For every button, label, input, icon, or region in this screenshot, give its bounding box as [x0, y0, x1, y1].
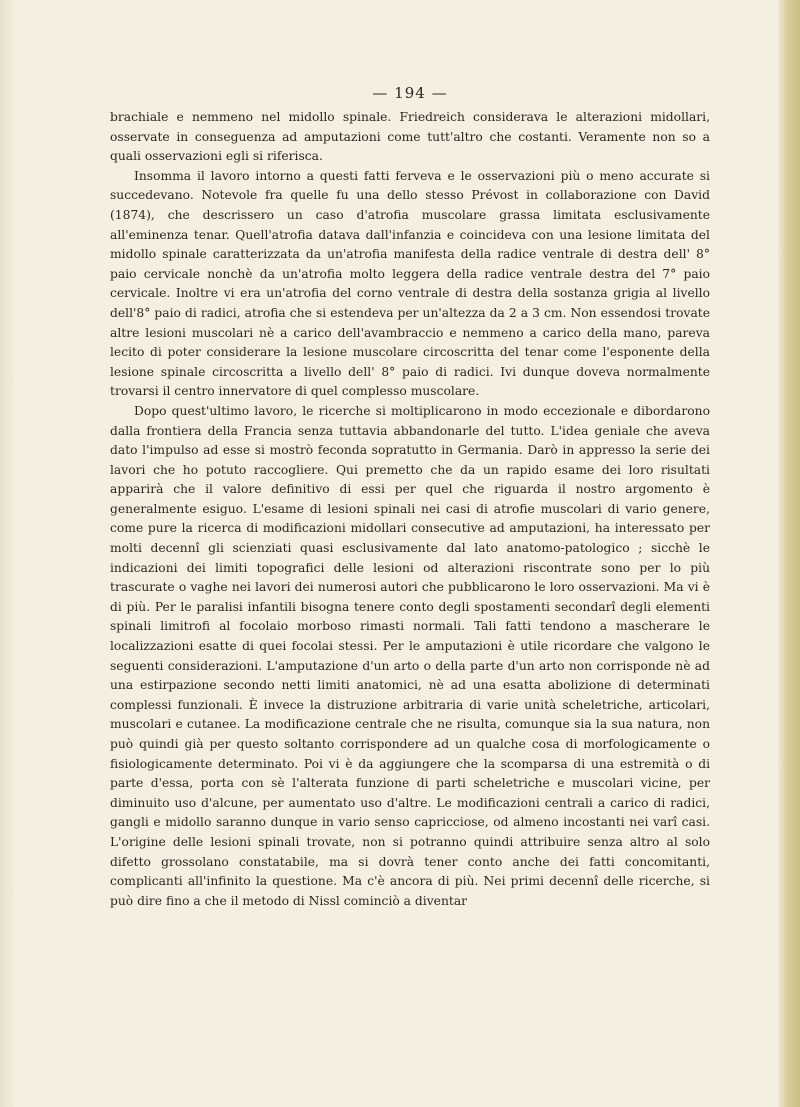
paragraph-continued: brachiale e nemmeno nel midollo spinale. Friedreich considerava le alterazioni midollari, osservate in conseguenza ad amputazioni come tutt'altro che costanti. Veramente non so a quali osservazioni egli si riferisca. — [110, 110, 710, 164]
page-edge-left — [0, 0, 14, 1107]
paragraph: Dopo quest'ultimo lavoro, le ricerche si moltiplicarono in modo eccezionale e dibordarono dalla frontiera della Francia senza tuttavia abbandonarle del tutto. L'idea geniale che aveva dato l'impulso ad esse si mostrò feconda sopratutto in Germania. Darò in appresso la serie dei lavori che ho potuto raccogliere. Qui premetto che da un rapido esame dei loro risultati apparirà che il valore definitivo di essi per quel che riguarda il nostro argomento è generalmente esiguo. L'esame di lesioni spinali nei casi di atrofie muscolari di vario genere, come pure la ricerca di modificazioni midollari consecutive ad amputazioni, ha interessato per molti decennî gli scienziati quasi esclusivamente dal lato anatomo-patologico ; sicchè le indicazioni dei limiti topografici delle lesioni od alterazioni riscontrate sono per lo più trascurate o vaghe nei lavori dei numerosi autori che pubblicarono le loro osservazioni. Ma vi è di più. Per le paralisi infantili bisogna tenere conto degli spostamenti secondarî degli elementi spinali limitrofi al focolaio morboso rimasti normali. Tali fatti tendono a mascherare le localizzazioni esatte di quei focolai stessi. Per le amputazioni è utile ricordare che valgono le seguenti considerazioni. L'amputazione d'un arto o della parte d'un arto non corrisponde nè ad una estirpazione secondo netti limiti anatomici, nè ad una esatta abolizione di determinati complessi funzionali. È invece la distruzione arbitraria di varie unità scheletriche, articolari, muscolari e cutanee. La modificazione centrale che ne risulta, comunque sia la sua natura, non può quindi già per questo soltanto corrispondere ad un qualche cosa di morfologicamente o fisiologicamente determinato. Poi vi è da aggiungere che la scomparsa di una estremità o di parte d'essa, porta con sè l'alterata funzione di parti scheletriche e muscolari vicine, per diminuito uso d'alcune, per aumentato uso d'altre. Le modificazioni centrali a carico di radici, gangli e midollo saranno dunque in vario senso capricciose, od almeno incostanti nei varî casi. L'origine delle lesioni spinali trovate, non si potranno quindi attribuire senza altro al solo difetto grossolano constatabile, ma si dovrà tener conto anche dei fatti concomitanti, complicanti all'infinito la questione. Ma c'è ancora di più. Nei primi decennî delle ricerche, si può dire fino a che il metodo di Nissl cominciò a diventar — [110, 403, 710, 908]
page-edge-right — [778, 0, 800, 1107]
paragraph: Insomma il lavoro intorno a questi fatti ferveva e le osservazioni più o meno accurate si succedevano. Notevole fra quelle fu una dello stesso Prévost in collaborazione con David (1874), che descrissero un caso d'atrofia muscolare grassa limitata esclusivamente all'eminenza tenar. Quell'atrofia datava dall'infanzia e coincideva con una lesione limitata del midollo spinale caratterizzata da un'atrofia manifesta della radice ventrale di destra dell' 8° paio cervicale nonchè da un'atrofia molto leggera della radice ventrale destra del 7° paio cervicale. Inoltre vi era un'atrofia del corno ventrale di destra della sostanza grigia al livello dell'8° paio di radici, atrofia che si estendeva per un'altezza da 2 a 3 cm. Non essendosi trovate altre lesioni muscolari nè a carico dell'avambraccio e nemmeno a carico della mano, pareva lecito di poter considerare la lesione muscolare circoscritta del tenar come l'esponente della lesione spinale circoscritta a livello dell' 8° paio di radici. Ivi dunque doveva normalmente trovarsi il centro innervatore di quel complesso muscolare. — [110, 168, 710, 399]
page-number: — 194 — — [372, 84, 448, 102]
book-page — [110, 84, 710, 911]
